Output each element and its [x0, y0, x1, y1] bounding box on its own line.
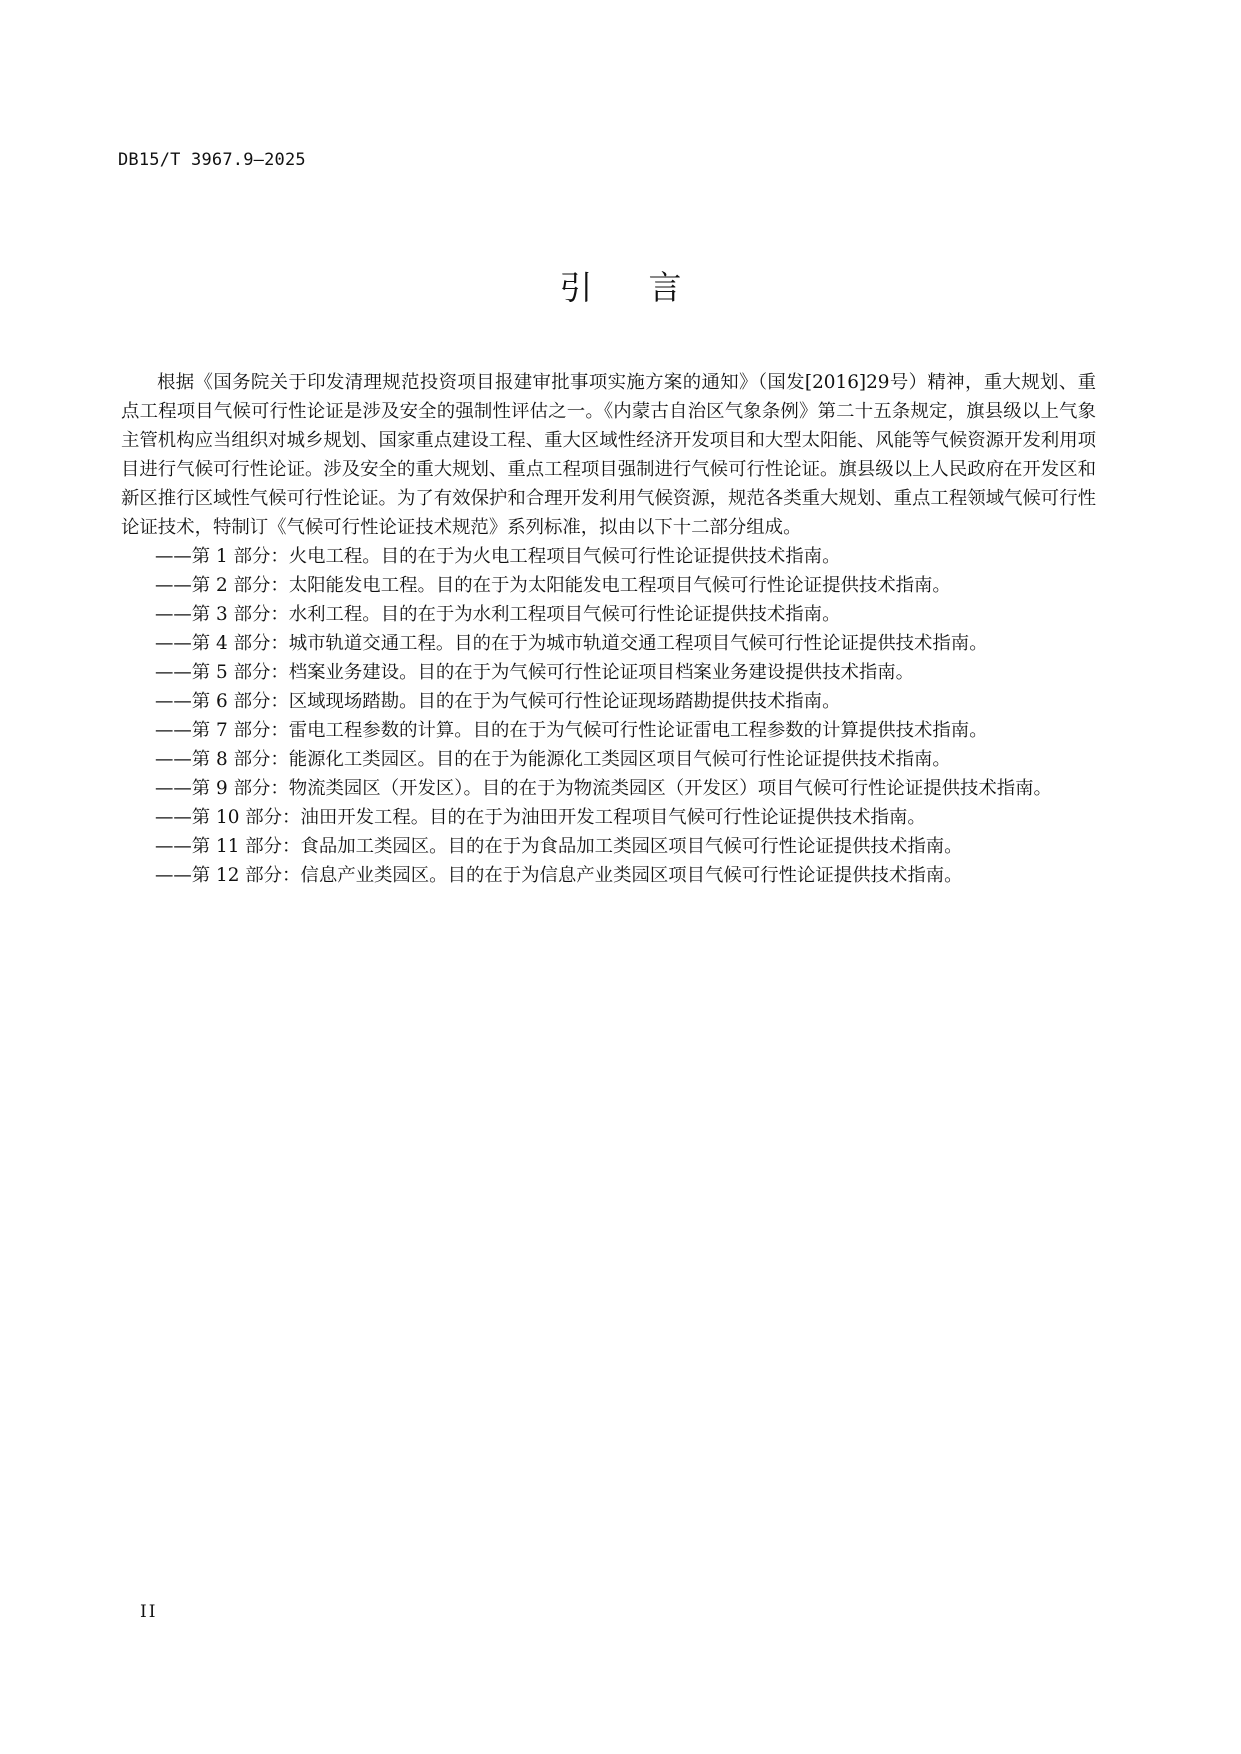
- part-item-11: ——第 11 部分：食品加工类园区。目的在于为食品加工类园区项目气候可行性论证提供技术指南。: [155, 836, 963, 857]
- page-title: 引言: [559, 268, 738, 307]
- page-number: II: [140, 1602, 158, 1622]
- part-item-2: ——第 2 部分：太阳能发电工程。目的在于为太阳能发电工程项目气候可行性论证提供技术指南。: [155, 575, 951, 596]
- part-item-10: ——第 10 部分：油田开发工程。目的在于为油田开发工程项目气候可行性论证提供技术指南。: [155, 807, 926, 828]
- introduction-body: [121, 368, 1096, 890]
- standard-code: DB15/T 3967.9—2025: [118, 150, 306, 170]
- part-item-8: ——第 8 部分：能源化工类园区。目的在于为能源化工类园区项目气候可行性论证提供技术指南。: [155, 749, 951, 770]
- part-item-6: ——第 6 部分：区域现场踏勘。目的在于为气候可行性论证现场踏勘提供技术指南。: [155, 691, 841, 712]
- part-item-12: ——第 12 部分：信息产业类园区。目的在于为信息产业类园区项目气候可行性论证提供技术指南。: [155, 865, 963, 886]
- intro-paragraph: 根据《国务院关于印发清理规范投资项目报建审批事项实施方案的通知》（国发[2016]29号）精神，重大规划、重点工程项目气候可行性论证是涉及安全的强制性评估之一。《内蒙古自治区气象条例》第二十五条规定，旗县级以上气象主管机构应当组织对城乡规划、国家重点建设工程、重大区域性经济开发项目和大型太阳能、风能等气候资源开发利用项目进行气候可行性论证。涉及安全的重大规划、重点工程项目强制进行气候可行性论证。旗县级以上人民政府在开发区和新区推行区域性气候可行性论证。为了有效保护和合理开发利用气候资源，规范各类重大规划、重点工程领域气候可行性论证技术，特制订《气候可行性论证技术规范》系列标准，拟由以下十二部分组成。: [121, 372, 1096, 538]
- part-item-1: ——第 1 部分：火电工程。目的在于为火电工程项目气候可行性论证提供技术指南。: [155, 546, 841, 567]
- part-item-7: ——第 7 部分：雷电工程参数的计算。目的在于为气候可行性论证雷电工程参数的计算提供技术指南。: [155, 720, 988, 741]
- part-item-5: ——第 5 部分：档案业务建设。目的在于为气候可行性论证项目档案业务建设提供技术指南。: [155, 662, 915, 683]
- part-item-3: ——第 3 部分：水利工程。目的在于为水利工程项目气候可行性论证提供技术指南。: [155, 604, 841, 625]
- part-item-4: ——第 4 部分：城市轨道交通工程。目的在于为城市轨道交通工程项目气候可行性论证提供技术指南。: [155, 633, 988, 654]
- parts-list: [121, 542, 1096, 890]
- part-item-9: ——第 9 部分：物流类园区（开发区）。目的在于为物流类园区（开发区）项目气候可行性论证提供技术指南。: [155, 778, 1052, 799]
